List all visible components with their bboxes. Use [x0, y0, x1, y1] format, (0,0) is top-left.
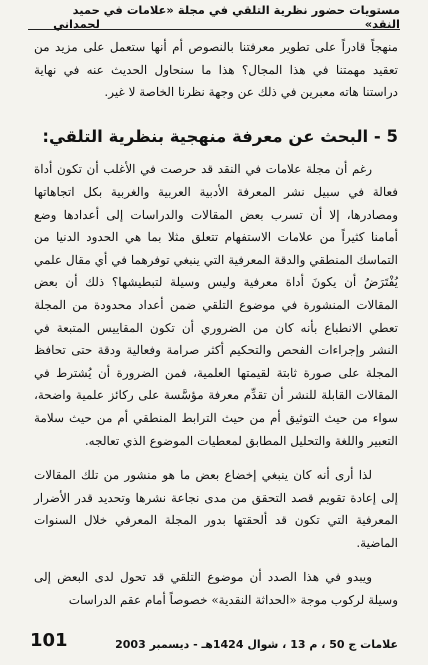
text-line: رغم أن مجلة علامات في النقد قد حرصت في الأغلب أن تكون: [56, 162, 372, 177]
page-number: 101: [30, 630, 68, 651]
text-line: حيث التوثيق أم من حيث الترابط المنطقي أم من حيث سلامة التعبير: [34, 410, 398, 448]
text-line: على صورة ثابتة لقيمتها العلمية، فمن الضرورة أن يُشترط في المقالات: [34, 365, 398, 403]
text-line: التماسك المنطقي والدقة المعرفية التي ينبغي توفرهما في أي مقال علمي: [34, 252, 398, 267]
text-line: المقالات إلى إعادة تقويم قصد التحقق من مدى نجاعة نشرها وتحديد قدر: [34, 468, 398, 505]
text-line: ومصادرها، إلا أن تسرب بعض المقالات والدراسات إلى أعدادها وضع: [34, 207, 398, 222]
text-line: الانطباع بأنه كان من الضروري أن تكون المقاييس المتبعة في النشر: [34, 320, 398, 358]
paragraph-3: [34, 566, 398, 611]
paragraph-gap: [34, 452, 398, 464]
running-header: [30, 3, 400, 31]
issue-info: علامات ج 50 ، م 13 ، شوال 1424هـ - ديسمبر 2003: [115, 638, 398, 651]
text-line: الماضية.: [356, 535, 398, 550]
text-line: منهجاً قادراً على تطوير معرفتنا بالنصوص أم أنها ستعمل على مزيد من: [34, 40, 398, 54]
text-line: وإجراءات الفحص والتحكيم أكثر صرامة وفعالية ودقة حتى تحافظ المجلة: [34, 343, 398, 380]
intro-paragraph: [34, 36, 398, 104]
body-text: [34, 36, 398, 612]
author-name: حميد لحمداني: [53, 3, 100, 31]
text-line: القابلة للنشر أن تقدِّم معرفة مؤسَّسة على ركائز علمية واضحة، سواء من: [34, 388, 398, 425]
paragraph-2: [34, 464, 398, 554]
header-rule: [28, 29, 400, 30]
text-line: أمامنا كثيراً من علامات الاستفهام تتعلق مثلا بما هي الحدود الدنيا من: [34, 230, 398, 245]
text-line: المقالات المنشورة في موضوع التلقي ضمن أعداد محدودة من المجلة تعطي: [34, 297, 398, 335]
footer: [30, 630, 398, 651]
text-line: تعقيد مهمتنا في هذا المجال؟ هذا ما سنحاول الحديث عنه في نهاية: [34, 62, 398, 77]
text-line: لذا أرى أنه كان ينبغي إخضاع بعض ما هو منشور من تلك: [81, 468, 372, 483]
section-heading: 5 - البحث عن معرفة منهجية بنظرية التلقي:: [42, 126, 398, 146]
text-line: أداة فعالة في سبيل نشر المعرفة الأدبية العربية والغربية بكل اتجاهاتها: [34, 162, 398, 199]
paragraph-gap: [34, 554, 398, 566]
text-line: واللغة والتحليل المطابق لمعطيات الموضوع الذي تعالجه.: [84, 433, 364, 448]
paragraph-1: [34, 158, 398, 452]
text-line: يُفْتَرَضُ أن يكونَ أداة معرفية وليس وسيلة لتبطيشها؟ ذلك أن بعض: [34, 275, 398, 290]
text-line: وسيلة لركوب موجة «الحداثة النقدية» خصوصاً أمام عقم الدراسات: [68, 593, 398, 608]
text-line: الأضرار المعرفية التي تكون قد ألحقتها بدور المجلة المعرفي خلال السنوات: [34, 490, 398, 528]
article-title: مستويات حضور نظرية التلقي في مجلة «علامات في النقد»: [103, 3, 400, 31]
text-line: ويبدو في هذا الصدد أن موضوع التلقي قد تحول لدى البعض إلى: [34, 570, 372, 585]
text-line: دراستنا هاته معبرين في ذلك عن وجهة نظرنا الخاصة لا غير.: [104, 85, 398, 100]
